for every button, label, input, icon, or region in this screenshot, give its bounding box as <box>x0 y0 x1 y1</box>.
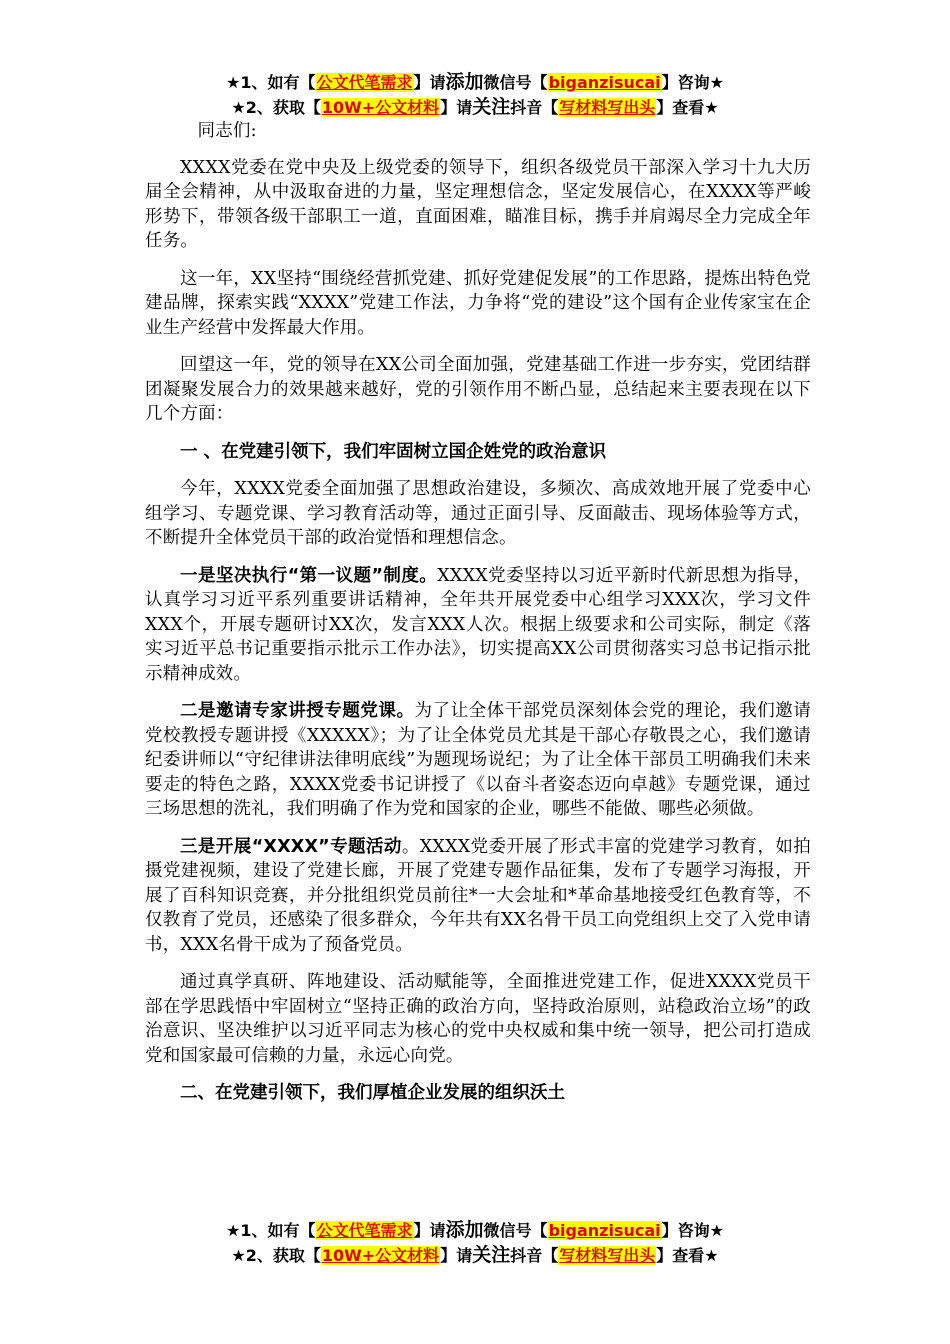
paragraph: 三是开展“XXXX”专题活动。XXXX党委开展了形式丰富的党建学习教育，如拍摄党建视频，建设了党建长廊，开展了党建专题作品征集，发布了专题学习海报，开展了百科知识竞赛，并分批组织党员前往*一大会址和*革命基地接受红色教育等，不仅教育了党员，还感染了很多群众，今年共有XX名骨干员工向党组织上交了入党申请书，XXX名骨干成为了预备党员。 <box>145 836 811 955</box>
paragraph-lead: 二是邀请专家讲授专题党课。 <box>180 701 415 721</box>
paragraph-lead: 三是开展“XXXX”专题活动 <box>180 836 402 857</box>
paragraph: 一是坚决执行“第一议题”制度。XXXX党委坚持以习近平新时代新思想为指导，认真学习习近平系列重要讲话精神，全年共开展党委中心组学习XXX次，学习文件XXX个，开展专题研讨XX次，发言XXX人次。根据上级要求和公司实际，制定《落实习近平总书记重要指示批示工作办法》，切实提高XX公司贯彻落实习总书记指示批示精神成效。 <box>145 565 811 684</box>
paragraph: 通过真学真研、阵地建设、活动赋能等，全面推进党建工作，促进XXXX党员干部在学思践悟中牢固树立“坚持正确的政治方向，坚持政治原则，站稳政治立场”的政治意识、坚决维护以习近平同志为核心的党中央权威和集中统一领导，把公司打造成党和国家最可信赖的力量，永远心向党。 <box>145 972 811 1066</box>
paragraph: 这一年，XX坚持“围绕经营抓党建、抓好党建促发展”的工作思路，提炼出特色党建品牌，探索实践“XXXX”党建工作法，力争将“党的建设”这个国有企业传家宝在企业生产经营中发挥最大作用。 <box>145 268 811 338</box>
paragraph: 二是邀请专家讲授专题党课。为了让全体干部党员深刻体会党的理论，我们邀请党校教授专题讲授《XXXXX》；为了让全体党员尤其是干部心存敬畏之心，我们邀请纪委讲师以“守纪律讲法律明底线”为题现场说纪；为了让全体干部员工明确我们未来要走的特色之路，XXXX党委书记讲授了《以奋斗者姿态迈向卓越》专题党课，通过三场思想的洗礼，我们明确了作为党和国家的企业，哪些不能做、哪些必须做。 <box>145 701 811 819</box>
promo-line-1: ★1、如有【公文代笔需求】请添加微信号【biganzisucai】咨询★ <box>226 71 724 93</box>
promo-line-2: ★2、获取【10W+公文材料】请关注抖音【写材料写出头】查看★ <box>231 1244 719 1266</box>
greeting: 同志们: <box>197 121 257 141</box>
paragraph: 今年，XXXX党委全面加强了思想政治建设，多频次、高成效地开展了党委中心组学习、专题党课、学习教育活动等，通过正面引导、反面敲击、现场体验等方式，不断提升全体党员干部的政治觉悟和理想信念。 <box>145 479 811 548</box>
promo-line-2: ★2、获取【10W+公文材料】请关注抖音【写材料写出头】查看★ <box>231 96 719 118</box>
paragraph-lead: 一是坚决执行“第一议题”制度。 <box>180 565 438 586</box>
promo-highlight: biganzisucai <box>548 1221 661 1240</box>
paragraph: 回望这一年，党的领导在XX公司全面加强，党建基础工作进一步夯实，党团结群团凝聚发展合力的效果越来越好，党的引领作用不断凸显，总结起来主要表现在以下几个方面： <box>145 355 811 424</box>
document-body <box>145 119 811 1119</box>
promo-highlight: 公文代笔需求 <box>316 73 413 92</box>
footer-promo-banner <box>0 1218 950 1268</box>
promo-highlight: biganzisucai <box>548 73 661 92</box>
promo-highlight: 写材料写出头 <box>559 1246 656 1265</box>
paragraph: XXXX党委在党中央及上级党委的领导下，组织各级党员干部深入学习十九大历届全会精神，从中汲取奋进的力量，坚定理想信念，坚定发展信心，在XXXX等严峻形势下，带领各级干部职工一道，直面困难，瞄准目标，携手并肩竭尽全力完成全年任务。 <box>145 157 811 251</box>
promo-highlight: 公文代笔需求 <box>316 1221 413 1240</box>
promo-line-1: ★1、如有【公文代笔需求】请添加微信号【biganzisucai】咨询★ <box>226 1219 724 1241</box>
promo-highlight: 10W+公文材料 <box>321 1246 440 1265</box>
section-heading: 一 、在党建引领下，我们牢固树立国企姓党的政治意识 <box>180 441 607 462</box>
promo-highlight: 10W+公文材料 <box>321 98 440 117</box>
header-promo-banner <box>0 70 950 120</box>
promo-highlight: 写材料写出头 <box>559 98 656 117</box>
section-heading: 二、在党建引领下，我们厚植企业发展的组织沃土 <box>180 1083 565 1103</box>
